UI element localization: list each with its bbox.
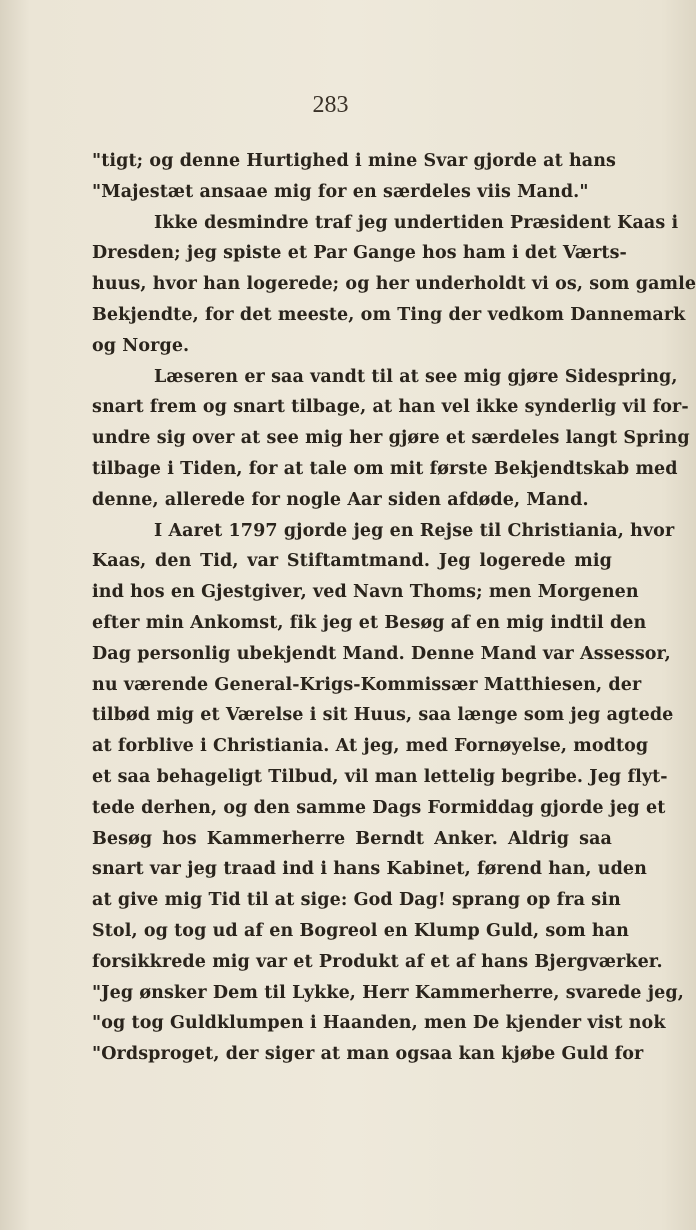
text-line: Stol, og tog ud af en Bogreol en Klump Guld, som han <box>92 920 629 941</box>
text-line: "Majestæt ansaae mig for en særdeles viis Mand." <box>92 181 589 202</box>
text-line: snart frem og snart tilbage, at han vel ikke synderlig vil for- <box>92 397 689 418</box>
text-line: Besøg hos Kammerherre Berndt Anker. Aldrig saa <box>92 828 612 849</box>
text-line: tilbage i Tiden, for at tale om mit første Bekjendtskab med <box>92 458 678 479</box>
text-line: at give mig Tid til at sige: God Dag! sprang op fra sin <box>92 890 621 911</box>
text-line: efter min Ankomst, fik jeg et Besøg af en mig indtil den <box>92 612 647 633</box>
text-line: "Ordsproget, der siger at man ogsaa kan kjøbe Guld for <box>92 1044 644 1065</box>
text-line: forsikkrede mig var et Produkt af et af hans Bjergværker. <box>92 951 663 972</box>
text-line: tede derhen, og den samme Dags Formiddag gjorde jeg et <box>92 797 666 818</box>
text-line: ind hos en Gjestgiver, ved Navn Thoms; men Morgenen <box>92 582 639 603</box>
text-line: Læseren er saa vandt til at see mig gjøre Sidespring, <box>154 366 678 387</box>
text-line: denne, allerede for nogle Aar siden afdøde, Mand. <box>92 489 589 510</box>
text-line: snart var jeg traad ind i hans Kabinet, førend han, uden <box>92 859 647 880</box>
text-line: Dresden; jeg spiste et Par Gange hos ham i det Værts- <box>92 243 627 264</box>
text-line: Bekjendte, for det meeste, om Ting der vedkom Dannemark <box>92 304 686 325</box>
text-line: et saa behageligt Tilbud, vil man lettelig begribe. Jeg flyt- <box>92 766 668 787</box>
text-line: tilbød mig et Værelse i sit Huus, saa længe som jeg agtede <box>92 705 674 726</box>
text-line: undre sig over at see mig her gjøre et særdeles langt Spring <box>92 428 690 449</box>
text-line: Dag personlig ubekjendt Mand. Denne Mand var Assessor, <box>92 643 671 664</box>
text-line: at forblive i Christiania. At jeg, med Fornøyelse, modtog <box>92 736 649 757</box>
text-line: I Aaret 1797 gjorde jeg en Rejse til Christiania, hvor <box>154 520 675 541</box>
text-line: huus, hvor han logerede; og her underholdt vi os, som gamle <box>92 274 696 295</box>
text-line: og Norge. <box>92 335 190 356</box>
text-line: "Jeg ønsker Dem til Lykke, Herr Kammerherre, svarede jeg, <box>92 982 684 1003</box>
body-text <box>92 146 696 1070</box>
text-line: Ikke desmindre traf jeg undertiden Præsident Kaas i <box>154 212 679 233</box>
text-line: "og tog Guldklumpen i Haanden, men De kjender vist nok <box>92 1013 666 1034</box>
text-line: "tigt; og denne Hurtighed i mine Svar gjorde at hans <box>92 151 616 171</box>
page-number: 283 <box>312 92 349 118</box>
text-line: nu værende General-Krigs-Kommissær Matthiesen, der <box>92 674 642 695</box>
text-line: Kaas, den Tid, var Stiftamtmand. Jeg logerede mig <box>92 551 612 572</box>
